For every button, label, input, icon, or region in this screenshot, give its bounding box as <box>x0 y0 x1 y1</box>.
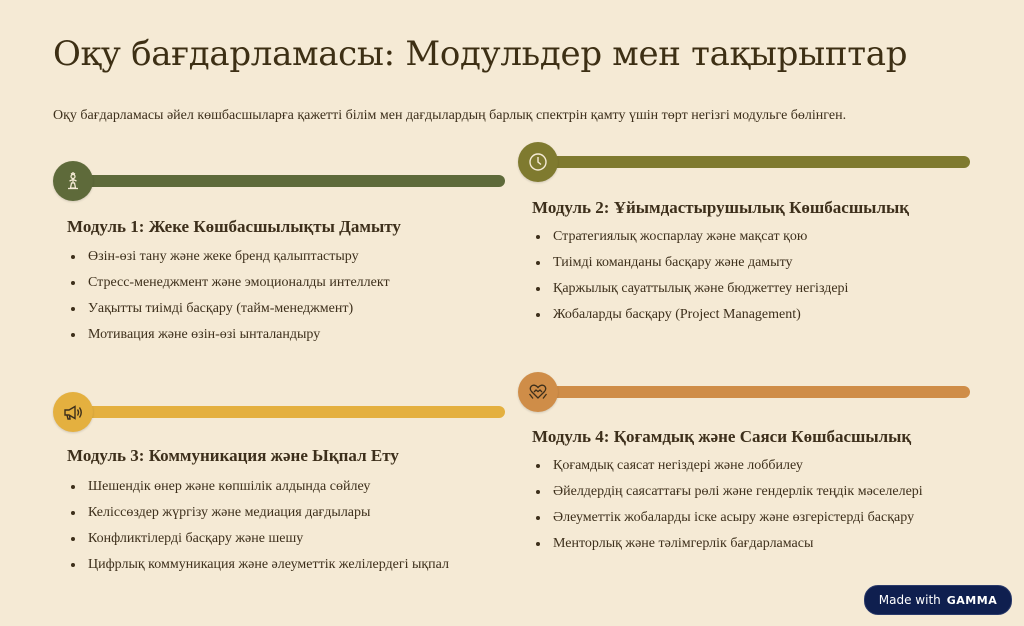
module-2-topic-list <box>532 228 848 332</box>
module-4-progress-row <box>518 372 970 414</box>
module-3-progress-row <box>53 392 505 434</box>
list-item: Қаржылық сауаттылық және бюджеттеу негіздері <box>532 280 848 306</box>
list-item: Қоғамдық саясат негіздері және лоббилеу <box>532 457 923 483</box>
badge-prefix: Made with <box>878 593 941 607</box>
list-item: Тиімді команданы басқару және дамыту <box>532 254 848 280</box>
made-with-gamma-badge[interactable] <box>864 585 1012 615</box>
module-4-icon-circle <box>518 372 558 412</box>
module-card-4 <box>518 372 970 572</box>
clock-icon <box>528 152 548 172</box>
module-1-title: Модуль 1: Жеке Көшбасшылықты Дамыту <box>67 217 401 236</box>
module-4-title: Модуль 4: Қоғамдық және Саяси Көшбасшылық <box>532 427 912 446</box>
list-item: Менторлық және тәлімгерлік бағдарламасы <box>532 535 923 561</box>
list-item: Стратегиялық жоспарлау және мақсат қою <box>532 228 848 254</box>
module-1-icon-circle <box>53 161 93 201</box>
module-4-topic-list <box>532 457 923 561</box>
list-item: Әлеуметтік жобаларды іске асыру және өзгерістерді басқару <box>532 509 923 535</box>
module-2-progress-row <box>518 142 970 184</box>
list-item: Әйелдердің саясаттағы рөлі және гендерлік теңдік мәселелері <box>532 483 923 509</box>
module-3-icon-circle <box>53 392 93 432</box>
page-subtitle: Оқу бағдарламасы әйел көшбасшыларға қажетті білім мен дағдылардың барлық спектрін қамту үшін төрт негізгі модульге бөлінген. <box>53 108 847 123</box>
list-item: Келіссөздер жүргізу және медиация дағдылары <box>67 504 449 530</box>
module-2-icon-circle <box>518 142 558 182</box>
gamma-logo: GAMMA <box>946 593 998 607</box>
module-3-title: Модуль 3: Коммуникация және Ықпал Ету <box>67 446 399 465</box>
module-1-bar <box>85 175 505 187</box>
megaphone-icon <box>62 402 84 422</box>
list-item: Цифрлық коммуникация және әлеуметтік желілердегі ықпал <box>67 556 449 582</box>
list-item: Мотивация және өзін-өзі ынталандыру <box>67 326 390 352</box>
module-card-1 <box>53 161 505 361</box>
module-3-topic-list <box>67 478 449 582</box>
module-1-topic-list <box>67 248 390 352</box>
module-card-3 <box>53 392 505 592</box>
person-trophy-icon <box>64 172 82 190</box>
list-item: Шешендік өнер және көпшілік алдында сөйлеу <box>67 478 449 504</box>
module-card-2 <box>518 142 970 342</box>
module-2-bar <box>550 156 970 168</box>
list-item: Стресс-менеджмент және эмоционалды интеллект <box>67 274 390 300</box>
list-item: Өзін-өзі тану және жеке бренд қалыптастыру <box>67 248 390 274</box>
list-item: Конфликтілерді басқару және шешу <box>67 530 449 556</box>
module-4-bar <box>550 386 970 398</box>
heart-hands-icon <box>527 381 549 403</box>
module-1-progress-row <box>53 161 505 203</box>
module-2-title: Модуль 2: Ұйымдастырушылық Көшбасшылық <box>532 198 910 217</box>
list-item: Уақытты тиімді басқару (тайм-менеджмент) <box>67 300 390 326</box>
page-title: Оқу бағдарламасы: Модульдер мен тақырыптар <box>53 34 908 74</box>
module-3-bar <box>85 406 505 418</box>
list-item: Жобаларды басқару (Project Management) <box>532 306 848 332</box>
